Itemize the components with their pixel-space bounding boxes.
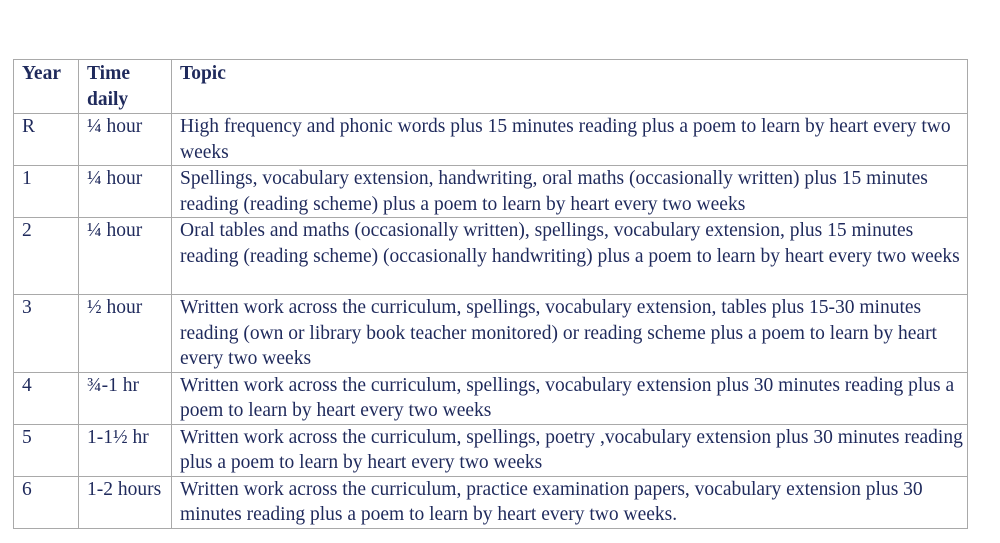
topic-value: Written work across the curriculum, practice examination papers, vocabulary extension plus 30 minutes reading plus a poem to learn by heart every two weeks. xyxy=(180,478,923,525)
year-cell xyxy=(14,424,79,476)
header-time xyxy=(79,60,172,114)
time-value: ¼ hour xyxy=(87,220,143,241)
time-cell xyxy=(79,295,172,373)
table-row xyxy=(14,476,968,528)
homework-table xyxy=(13,59,968,529)
table-row xyxy=(14,166,968,218)
time-value: ½ hour xyxy=(87,297,143,318)
year-cell xyxy=(14,218,79,295)
topic-value: Spellings, vocabulary extension, handwriting, oral maths (occasionally written) plus 15 minutes reading (reading scheme) plus a poem to learn by heart every two weeks xyxy=(180,168,928,215)
topic-cell xyxy=(172,166,968,218)
time-value: ¼ hour xyxy=(87,116,143,137)
topic-cell xyxy=(172,218,968,295)
time-value: 1-1½ hr xyxy=(87,426,149,448)
year-value: 2 xyxy=(22,220,32,241)
topic-value: Oral tables and maths (occasionally written), spellings, vocabulary extension, plus 15 minutes reading (reading scheme) (occasionally handwriting) plus a poem to learn by heart every two weeks xyxy=(180,220,960,267)
year-value: 3 xyxy=(22,297,32,318)
time-cell xyxy=(79,218,172,295)
time-cell xyxy=(79,476,172,528)
table-row xyxy=(14,114,968,166)
time-cell xyxy=(79,114,172,166)
time-value: ¼ hour xyxy=(87,168,143,189)
header-topic-label: Topic xyxy=(180,63,226,84)
topic-value: High frequency and phonic words plus 15 minutes reading plus a poem to learn by heart every two weeks xyxy=(180,116,951,163)
year-cell xyxy=(14,372,79,424)
year-value: 1 xyxy=(22,168,32,189)
topic-value: Written work across the curriculum, spellings, poetry ,vocabulary extension plus 30 minutes reading plus a poem to learn by heart every two weeks xyxy=(180,426,963,473)
topic-cell xyxy=(172,114,968,166)
table-row xyxy=(14,372,968,424)
time-cell xyxy=(79,424,172,476)
topic-cell xyxy=(172,372,968,424)
year-cell xyxy=(14,295,79,373)
year-cell xyxy=(14,114,79,166)
homework-schedule xyxy=(13,59,967,529)
table-row xyxy=(14,218,968,295)
table-row xyxy=(14,295,968,373)
table-row xyxy=(14,424,968,476)
header-year xyxy=(14,60,79,114)
year-value: 6 xyxy=(22,478,32,500)
topic-value: Written work across the curriculum, spellings, vocabulary extension, tables plus 15-30 minutes reading (own or library book teacher monitored) or reading scheme plus a poem to learn by heart every two weeks xyxy=(180,297,937,369)
header-year-label: Year xyxy=(22,63,61,84)
topic-cell xyxy=(172,424,968,476)
topic-value: Written work across the curriculum, spellings, vocabulary extension plus 30 minutes reading plus a poem to learn by heart every two weeks xyxy=(180,374,955,421)
time-cell xyxy=(79,372,172,424)
header-topic xyxy=(172,60,968,114)
header-time-label: Time daily xyxy=(87,63,130,110)
year-value: 5 xyxy=(22,426,32,448)
year-cell xyxy=(14,476,79,528)
topic-cell xyxy=(172,295,968,373)
topic-cell xyxy=(172,476,968,528)
header-row xyxy=(14,60,968,114)
year-cell xyxy=(14,166,79,218)
year-value: R xyxy=(22,116,36,137)
time-value: 1-2 hours xyxy=(87,478,162,500)
year-value: 4 xyxy=(22,374,32,396)
time-value: ¾-1 hr xyxy=(87,374,139,396)
time-cell xyxy=(79,166,172,218)
